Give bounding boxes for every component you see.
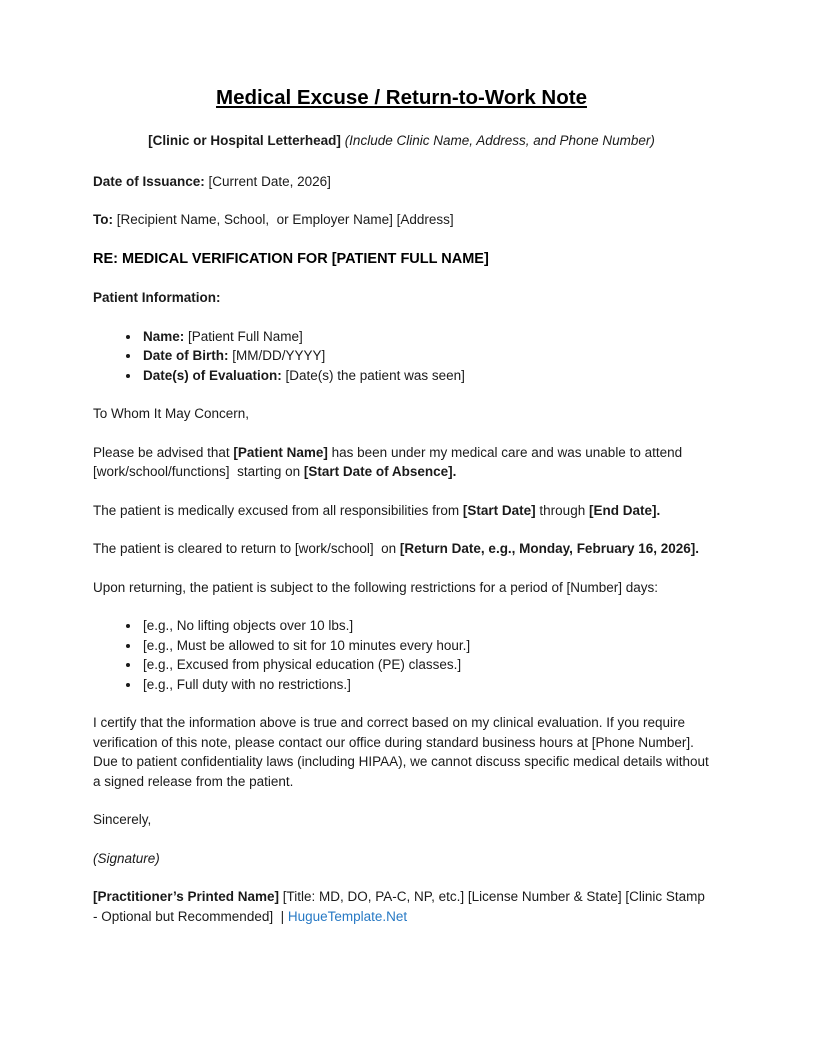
patient-info-item-dob (141, 346, 710, 366)
patient-name-label: Name: (143, 328, 189, 344)
patient-info-item-name (141, 327, 710, 347)
advised-post: . (452, 464, 457, 479)
letterhead-line (93, 131, 710, 151)
template-source-link[interactable]: HugueTemplate.Net (287, 908, 408, 924)
paragraph-cleared (93, 539, 710, 559)
patient-dob-label: Date of Birth: (143, 348, 233, 363)
document-title: Medical Excuse / Return-to-Work Note (216, 86, 587, 109)
cleared-pre: The patient is cleared to return to [work/school] on (93, 541, 400, 556)
advised-start-date: [Start Date of Absence] (303, 464, 453, 479)
date-of-issuance-value: [Current Date, 2026] (208, 173, 331, 189)
date-of-issuance-line (93, 172, 710, 192)
signature-placeholder: (Signature) (93, 850, 160, 866)
paragraph-advised (93, 443, 710, 482)
patient-info-heading: Patient Information: (93, 290, 221, 305)
restriction-item: • [e.g., Excused from physical education (PE) classes.] (141, 655, 710, 675)
advised-pre: Please be advised that (93, 444, 234, 460)
patient-info-list (93, 327, 710, 386)
restrictions-intro: Upon returning, the patient is subject to the following restrictions for a period of [Number] days: (93, 579, 659, 595)
letterhead-bold: [Clinic or Hospital Letterhead] (148, 133, 341, 148)
excused-end-date: [End Date] (588, 502, 657, 518)
recipient-line (93, 210, 710, 230)
date-of-issuance-label: Date of Issuance: (93, 173, 209, 189)
recipient-value: [Recipient Name, School, or Employer Name] [Address] (116, 212, 454, 227)
recipient-label: To: (93, 212, 117, 227)
footer-credentials: [Title: MD, DO, PA-C, NP, etc.] [License Number & State] [Clinic Stamp - Optional but Recommended] | (93, 889, 709, 924)
subject-line: RE: MEDICAL VERIFICATION FOR [PATIENT FULL NAME] (93, 250, 489, 267)
paragraph-excused (93, 501, 710, 521)
restrictions-list (93, 616, 710, 694)
patient-evaluation-value: [Date(s) the patient was seen] (285, 367, 465, 383)
patient-info-item-evaluation (141, 366, 710, 386)
excused-start-date: [Start Date] (462, 502, 536, 518)
restriction-item: • [e.g., Full duty with no restrictions.] (141, 675, 710, 695)
patient-dob-value: [MM/DD/YYYY] (232, 348, 326, 363)
letterhead-italic: (Include Clinic Name, Address, and Phone Number) (340, 133, 655, 148)
paragraph-certify: I certify that the information above is true and correct based on my clinical evaluation. If you require verification of this note, please contact our office during standard business hours at [Phone Number]. Due to patient confidentiality laws (including HIPAA), we cannot discuss specific medical details without a signed release from the patient. (93, 715, 713, 789)
patient-evaluation-label: Date(s) of Evaluation: (143, 367, 286, 383)
patient-name-value: [Patient Full Name] (188, 328, 303, 344)
cleared-post: . (695, 541, 700, 556)
excused-mid: through (535, 502, 589, 518)
closing: Sincerely, (93, 812, 152, 827)
excused-post: . (656, 502, 661, 518)
restriction-item: • [e.g., Must be allowed to sit for 10 minutes every hour.] (141, 636, 710, 656)
advised-mid: has been under my medical care and was unable to attend [work/school/functions] starting on (93, 444, 686, 479)
advised-patient-name: [Patient Name] (233, 444, 328, 460)
practitioner-name: [Practitioner’s Printed Name] (93, 889, 280, 904)
excused-pre: The patient is medically excused from all responsibilities from (93, 502, 463, 518)
cleared-return-date: [Return Date, e.g., Monday, February 16, 2026] (399, 541, 696, 556)
salutation: To Whom It May Concern, (93, 406, 250, 421)
restriction-item: • [e.g., No lifting objects over 10 lbs.] (141, 616, 710, 636)
footer-line (93, 887, 710, 926)
